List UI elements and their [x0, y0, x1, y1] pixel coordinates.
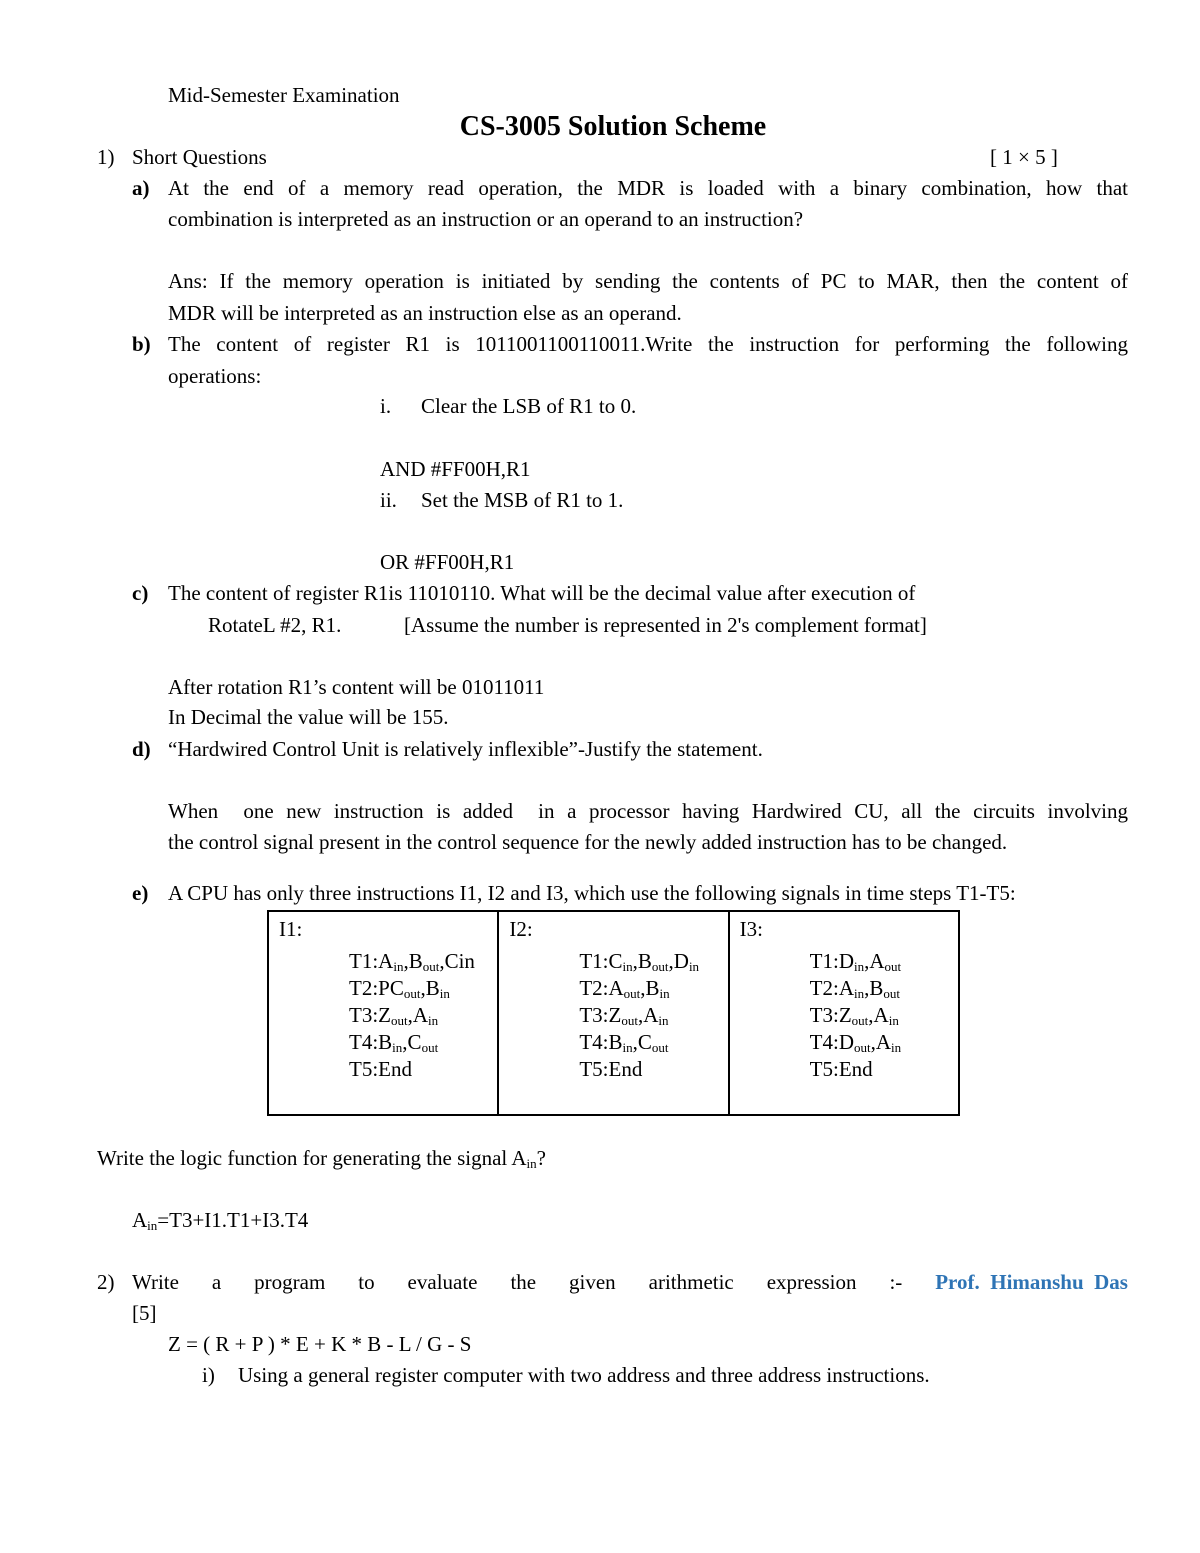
qb-i-text: Clear the LSB of R1 to 0. — [421, 394, 637, 418]
qc-answer-line1: After rotation R1’s content will be 01011011 — [168, 675, 545, 699]
qb-question-line1: The content of register R1 is 1011001100110011.Write the instruction for performing the following — [168, 332, 1128, 356]
signal-cell-i3 — [729, 911, 959, 1115]
signal-i3-t4: $T4:D_{out},A_{in}$ — [809, 1030, 902, 1055]
qb-label: b) — [132, 332, 151, 356]
qe-label: e) — [132, 881, 149, 905]
signal-cell-i1 — [268, 911, 498, 1115]
q2-word: expression — [766, 1270, 857, 1294]
qd-answer-line2: the control signal present in the control sequence for the newly added instruction has to be changed. — [168, 830, 1008, 854]
qa-answer-line1: Ans: If the memory operation is initiated by sending the contents of PC to MAR, then the content of — [168, 269, 1128, 293]
q2-word: :- — [889, 1270, 903, 1294]
signal-cell-i2 — [498, 911, 728, 1115]
q2-word: a — [211, 1270, 222, 1294]
q2-word: evaluate — [407, 1270, 478, 1294]
signal-i2-t5: T5:End — [579, 1057, 643, 1081]
signal-i1-t3: $T3:Z_{out},A_{in}$ — [349, 1003, 439, 1028]
signal-i2-t3: $T3:Z_{out},A_{in}$ — [579, 1003, 669, 1028]
qe-question: A CPU has only three instructions I1, I2 and I3, which use the following signals in time steps T1-T5: — [168, 881, 1016, 905]
qe-logic-question: Write the logic function for generating the signal $A_{in}$? — [97, 1146, 546, 1171]
signal-table — [267, 910, 960, 1116]
signal-i1-t2: $T2:PC_{out},B_{in}$ — [349, 976, 450, 1001]
qb-question-line2: operations: — [168, 364, 262, 388]
qa-answer-line2: MDR will be interpreted as an instruction else as an operand. — [168, 301, 682, 325]
q2-question-line — [132, 1269, 1128, 1295]
qc-assumption: [Assume the number is represented in 2's complement format] — [404, 613, 927, 637]
qa-label: a) — [132, 176, 150, 200]
qe-logic-answer: $A_{in}=T3+I1.T1+I3.T4$ — [132, 1208, 309, 1233]
q2-word: Write — [132, 1270, 179, 1294]
signal-header-i1: I1: — [279, 917, 303, 941]
q2-word: arithmetic — [648, 1270, 734, 1294]
qb-ii-label: ii. — [380, 488, 397, 512]
q2-number: 2) — [97, 1270, 115, 1294]
qb-ii-text: Set the MSB of R1 to 1. — [421, 488, 624, 512]
qa-question-line1: At the end of a memory read operation, the MDR is loaded with a binary combination, how that — [168, 176, 1128, 200]
signal-i3-t2: $T2:A_{in},B_{out}$ — [809, 976, 900, 1001]
qc-instruction: RotateL #2, R1. — [208, 613, 342, 637]
page-title: CS-3005 Solution Scheme — [459, 111, 767, 142]
qd-label: d) — [132, 737, 151, 761]
q1-heading: Short Questions — [132, 145, 267, 169]
signal-header-i3: I3: — [739, 917, 763, 941]
q2-i-text: Using a general register computer with two address and three address instructions. — [238, 1363, 930, 1387]
q1-number: 1) — [97, 145, 115, 169]
q2-word: the — [510, 1270, 537, 1294]
signal-header-i2: I2: — [509, 917, 533, 941]
signal-i3-t5: T5:End — [809, 1057, 873, 1081]
signal-i2-t2: $T2:A_{out},B_{in}$ — [579, 976, 670, 1001]
signal-i1-t4: $T4:B_{in},C_{out}$ — [349, 1030, 439, 1055]
qc-label: c) — [132, 581, 149, 605]
exam-label: Mid-Semester Examination — [168, 83, 400, 107]
qb-i-label: i. — [380, 394, 392, 418]
signal-i2-t1: $T1:C_{in},B_{out},D_{in}$ — [579, 949, 700, 974]
q2-i-label: i) — [202, 1363, 215, 1387]
qc-answer-line2: In Decimal the value will be 155. — [168, 705, 449, 729]
signal-i3-t3: $T3:Z_{out},A_{in}$ — [809, 1003, 899, 1028]
qa-question-line2: combination is interpreted as an instruction or an operand to an instruction? — [168, 207, 804, 231]
q2-author: Prof. Himanshu Das — [935, 1270, 1128, 1294]
q2-word: to — [358, 1270, 375, 1294]
qb-ii-answer: OR #FF00H,R1 — [380, 550, 515, 574]
q2-word: program — [254, 1270, 326, 1294]
qc-question-line1: The content of register R1is 11010110. What will be the decimal value after execution of — [168, 581, 916, 605]
q2-word: given — [569, 1270, 616, 1294]
signal-i2-t4: $T4:B_{in},C_{out}$ — [579, 1030, 669, 1055]
q2-marks: [5] — [132, 1301, 157, 1325]
signal-i3-t1: $T1:D_{in},A_{out}$ — [809, 949, 902, 974]
signal-i1-t1: $T1:A_{in},B_{out},Cin$ — [349, 949, 475, 974]
qd-answer-line1: When one new instruction is added in a processor having Hardwired CU, all the circuits involving — [168, 799, 1128, 823]
qd-question: “Hardwired Control Unit is relatively inflexible”-Justify the statement. — [168, 737, 763, 761]
qb-i-answer: AND #FF00H,R1 — [380, 457, 531, 481]
q2-expression: Z = ( R + P ) * E + K * B - L / G - S — [168, 1332, 472, 1356]
signal-i1-t5: T5:End — [349, 1057, 412, 1081]
q1-marks: [ 1 × 5 ] — [990, 145, 1058, 169]
